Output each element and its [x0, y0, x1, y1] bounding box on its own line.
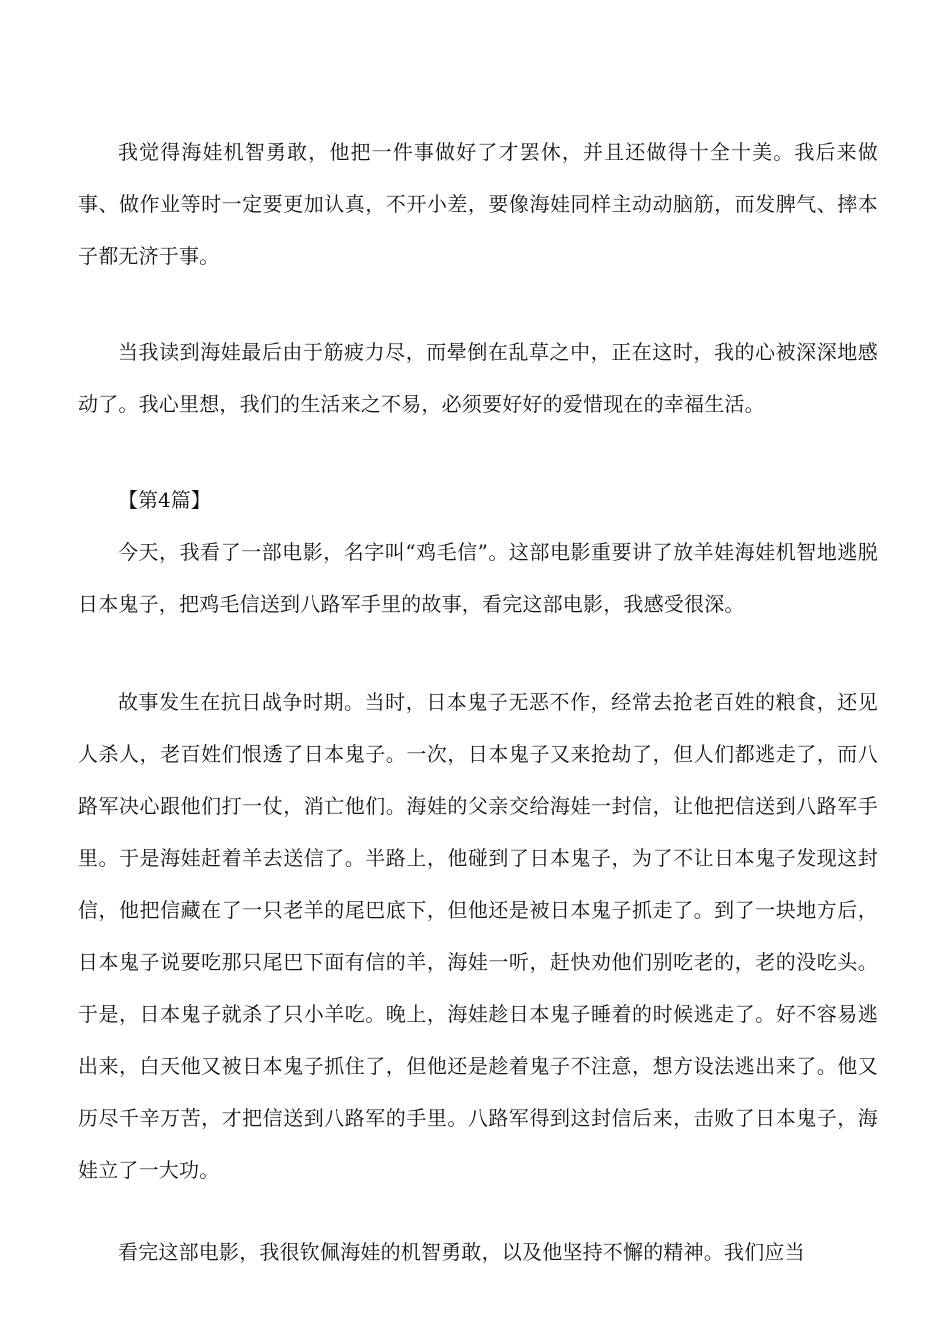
section-paragraph-1: 今天，我看了一部电影，名字叫“鸡毛信”。这部电影重要讲了放羊娃海娃机智地逃脱日本鬼子，把鸡毛信送到八路军手里的故事，看完这部电影，我感受很深。 [78, 540, 878, 616]
section-paragraph-2: 故事发生在抗日战争时期。当时，日本鬼子无恶不作，经常去抢老百姓的粮食，还见人杀人，老百姓们恨透了日本鬼子。一次，日本鬼子又来抢劫了，但人们都逃走了，而八路军决心跟他们打一仗，消亡他们。海娃的父亲交给海娃一封信，让他把信送到八路军手里。于是海娃赶着羊去送信了。半路上，他碰到了日本鬼子，为了不让日本鬼子发现这封信，他把信藏在了一只老羊的尾巴底下，但他还是被日本鬼子抓走了。到了一块地方后，日本鬼子说要吃那只尾巴下面有信的羊，海娃一听，赶快劝他们别吃老的，老的没吃头。于是，日本鬼子就杀了只小羊吃。晚上，海娃趁日本鬼子睡着的时候逃走了。好不容易逃出来，白天他又被日本鬼子抓住了，但他还是趁着鬼子不注意，想方设法逃出来了。他又历尽千辛万苦，才把信送到八路军的手里。八路军得到这封信后来，击败了日本鬼子，海娃立了一大功。 [78, 690, 878, 1182]
paragraph-2: 当我读到海娃最后由于筋疲力尽，而晕倒在乱草之中，正在这时，我的心被深深地感动了。我心里想，我们的生活来之不易，必须要好好的爱惜现在的幸福生活。 [78, 340, 878, 416]
section-heading: 【第4篇】 [118, 488, 211, 512]
paragraph-1: 我觉得海娃机智勇敢，他把一件事做好了才罢休，并且还做得十全十美。我后来做事、做作业等时一定要更加认真，不开小差，要像海娃同样主动动脑筋，而发脾气、摔本子都无济于事。 [78, 140, 878, 268]
section-paragraph-3: 看完这部电影，我很钦佩海娃的机智勇敢，以及他坚持不懈的精神。我们应当 [118, 1240, 805, 1264]
